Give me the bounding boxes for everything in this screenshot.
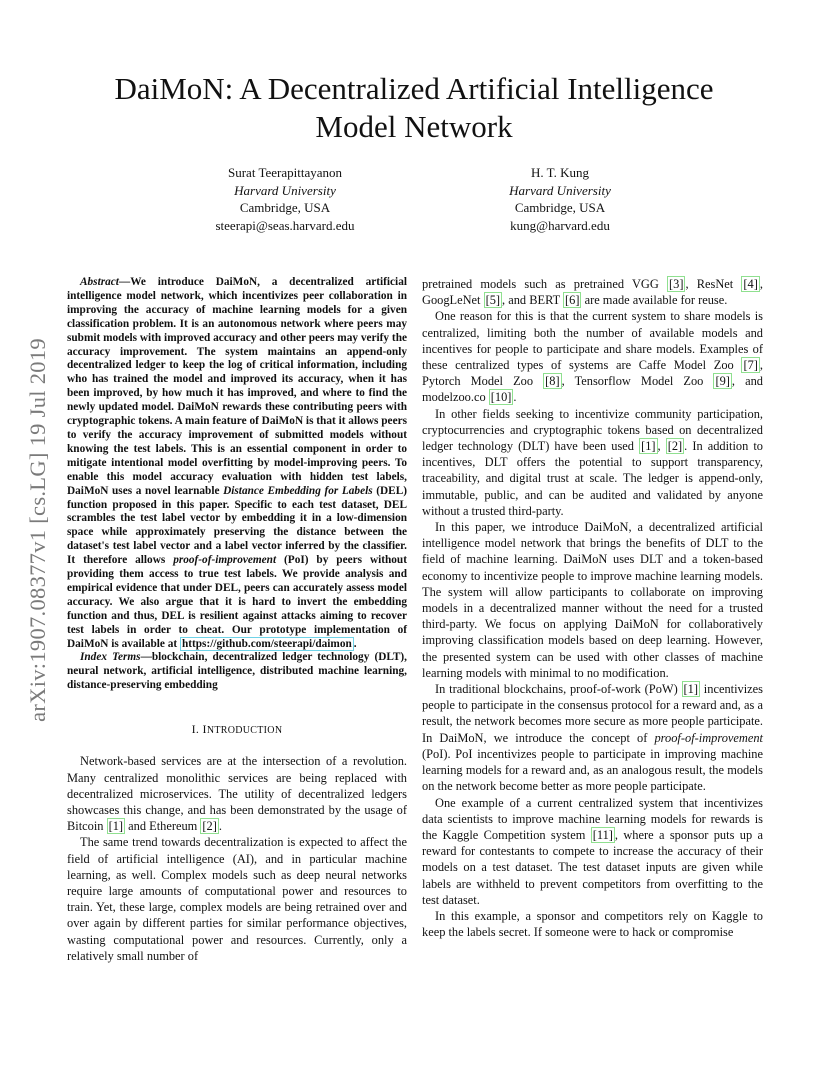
arxiv-stamp: arXiv:1907.08377v1 [cs.LG] 19 Jul 2019 [25, 338, 50, 722]
section-numeral: I. [191, 722, 203, 737]
github-link[interactable]: https://github.com/steerapi/daimon [181, 637, 352, 650]
author-name: Surat Teerapittayanon [227, 165, 342, 180]
abstract-text: —We introduce DaiMoN, a decentralized artificial intelligence model network, which incentivizes peer collaboration in improving the accuracy of machine learning models for a given classification problem. It is an autonomous network where peers may submit models with improved accuracy and other peers may verify the accuracy improvement. The system maintains an append-only decentralized ledger to keep the log of critical information, including who has trained the model and improved its accuracy, when it has been improved, by how much it has improved, and where to find the newly updated model. DaiMoN rewards these contributing peers with cryptographic tokens. A main feature of DaiMoN is that it allows peers to verify the accuracy improvement of submitted models without knowing the test labels. This is an essential component in order to mitigate intentional model overfitting by model-improving peers. To enable this model accuracy evaluation with hidden test labels, DaiMoN uses a novel learnable [67, 276, 407, 497]
title-line-1: DaiMoN: A Decentralized Artificial Intelligence [114, 71, 714, 106]
citation-link[interactable]: [7] [743, 358, 758, 373]
author-block-2 [445, 164, 675, 234]
text: . [218, 819, 222, 834]
text: , and modelzoo.co [422, 374, 763, 405]
text: incentivizes people to participate in the consensus protocol for a reward and, as a result, the network becomes more secure as more people participate. In DaiMoN, we introduce the concept of [422, 682, 763, 745]
paragraph [422, 795, 763, 908]
author-affiliation: Harvard University [234, 182, 336, 198]
text: One reason for this is that the current system to share models is centralized, limiting both the number of available models and incentives for people to participate and share models. Examples of these centralized types of systems are Caffe Model Zoo [422, 309, 763, 373]
arxiv-sidebar [8, 300, 68, 760]
author-email: kung@harvard.edu [510, 217, 610, 233]
text: , Pytorch Model Zoo [422, 358, 763, 389]
index-terms-text: —blockchain, decentralized ledger technology (DLT), neural network, artificial intelligence, distributed machine learning, distance-preserving embedding [67, 651, 407, 692]
text: pretrained models such as pretrained VGG [422, 277, 668, 291]
citation-link[interactable]: [8] [545, 374, 560, 389]
text: , and BERT [502, 293, 564, 308]
text: One example of a current centralized system that incentivizes data scientists to improve machine learning models for rewards is the Kaggle Competition system [422, 795, 763, 842]
author-location: Cambridge, USA [514, 200, 606, 215]
paragraph [422, 276, 763, 308]
paragraph [422, 681, 763, 794]
text: . [513, 390, 517, 405]
text: , [657, 439, 666, 454]
citation-link[interactable]: [10] [490, 390, 512, 405]
abstract-text: (PoI) by peers without providing them access to true test labels. We provide analysis and empirical evidence that under DEL, peers can accurately assess model accuracy. We also argue that it is hard to invert the embedding function and thus, DEL is resilient against attacks aiming to recover test labels in order to cheat. Our prototype implementation of DaiMoN is available at [67, 554, 407, 650]
author-affiliation: Harvard University [509, 182, 611, 198]
author-block-1 [170, 164, 400, 234]
citation-link[interactable]: [6] [565, 293, 580, 308]
citation-link[interactable]: [1] [108, 819, 124, 834]
left-column [67, 276, 407, 964]
citation-link[interactable]: [3] [669, 277, 684, 291]
abstract-text: . [353, 637, 357, 650]
text: , where a sponsor puts up a reward for contestants to compete to increase the accuracy of their models on a test dataset. The test dataset inputs are given while labels are withheld to prevent competitors from overfitting to the test dataset. [422, 827, 763, 907]
abstract-text: (DEL) function proposed in this paper. Specific to each test dataset, DEL scrambles the test label vector by embedding it in a low-dimension space while approximately preserving the distance between the dataset's test label vector and a label vector inferred by the classifier. It therefore allows [67, 484, 407, 567]
paragraph [67, 753, 407, 834]
right-column [422, 276, 763, 940]
abstract-emphasis: Distance Embedding for Labels [223, 484, 373, 497]
index-terms [67, 651, 407, 693]
author-location: Cambridge, USA [239, 200, 331, 215]
abstract [67, 276, 407, 651]
abstract-emphasis: proof-of-improvement [173, 554, 277, 567]
emphasis: proof-of-improvement [654, 730, 763, 745]
section-heading-introduction [67, 721, 407, 739]
citation-link[interactable]: [2] [667, 439, 683, 454]
text: , Tensorflow Model Zoo [561, 374, 714, 389]
section-initial: I [202, 722, 207, 737]
citation-link[interactable]: [2] [202, 819, 217, 834]
text: are made available for reuse. [581, 293, 728, 308]
paragraph [422, 406, 763, 519]
citation-link[interactable]: [1] [641, 439, 656, 454]
text: In other fields seeking to incentivize community participation, cryptocurrencies and cryptographic tokens based on decentralized ledger technology (DLT) have been used [422, 406, 763, 454]
citation-link[interactable]: [1] [683, 682, 698, 697]
citation-link[interactable]: [11] [592, 827, 613, 842]
paragraph [422, 308, 763, 405]
citation-link[interactable]: [4] [743, 277, 758, 291]
author-name: H. T. Kung [530, 165, 590, 180]
text: In traditional blockchains, proof-of-work (PoW) [435, 682, 682, 697]
citation-link[interactable]: [9] [715, 374, 730, 389]
author-email: steerapi@seas.harvard.edu [215, 217, 355, 233]
text: . In addition to incentives, DLT offers the potential to support transparency, traceability, and digital trust at scale. The ledger is append-only, immutable, public, and can be audited and validated by anyone without a trusted third-party. [422, 439, 764, 518]
text: and Ethereum [125, 819, 201, 834]
text: (PoI). PoI incentivizes people to participate in improving machine learning models for a reward and, as an analogous result, the models on the network become better as more people participate. [422, 746, 763, 794]
citation-link[interactable]: [5] [485, 293, 501, 308]
section-name: NTRODUCTION [206, 725, 283, 737]
paragraph: In this paper, we introduce DaiMoN, a decentralized artificial intelligence model network that brings the benefits of DLT to the field of machine learning. DaiMoN uses DLT and a token-based economy to incentivize people to improve machine learning models. The system will allow participants to collaborate on improving models in a decentralized manner without the need for a trusted third-party. We focus on applying DaiMoN for collaboratively improving classification models based on deep learning. However, the presented system can be used with other classes of machine learning models with minimal to no modification. [422, 520, 763, 680]
paragraph: The same trend towards decentralization is expected to affect the field of artificial intelligence (AI), and in particular machine learning, as well. Complex models such as deep neural networks require large amounts of computational power and resources to train. Yet, these large, complex models are being retrained over and over again by different parties for similar performance objectives, wasting computational power and resources. Currently, only a relatively small number of [67, 835, 407, 963]
text: , ResNet [685, 277, 742, 291]
paragraph: In this example, a sponsor and competitors rely on Kaggle to keep the labels secret. If someone were to hack or compromise [422, 908, 763, 940]
paper-title [0, 70, 828, 146]
index-terms-label: Index Terms [80, 651, 141, 664]
abstract-label: Abstract [80, 276, 119, 288]
title-line-2: Model Network [315, 109, 513, 144]
text: , GoogLeNet [422, 277, 763, 308]
text: Network-based services are at the intersection of a revolution. Many centralized monolithic services are being replaced with decentralized microservices. The utility of decentralized ledgers showcases this change, and has been demonstrated by the usage of Bitcoin [67, 754, 407, 834]
